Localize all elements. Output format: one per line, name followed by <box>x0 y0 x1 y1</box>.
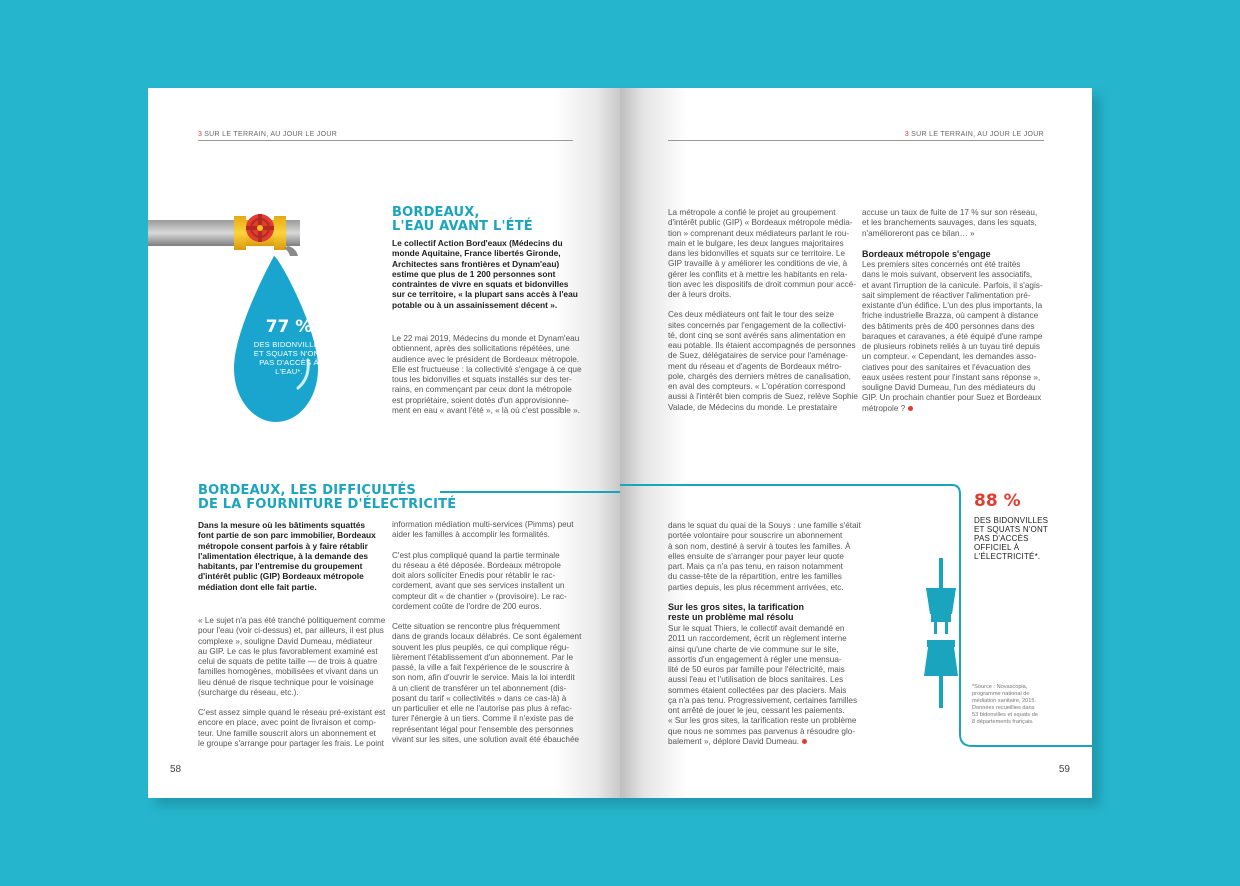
running-header-right: 3 SUR LE TERRAIN, AU JOUR LE JOUR <box>904 131 1044 138</box>
spout <box>284 246 298 256</box>
left-page <box>148 88 620 798</box>
electricity-column-3b: Sur le squat Thiers, le collectif avait demandé en 2011 un raccordement, écrit un règlement interne ainsi qu'une charte de vie commune sur le site, assortis d'un engagement à régler une mensua- lité de 50 euros par famille pour l'électricité, mais aussi l'eau et l'utilisation de blocs sanitaires. Les sommes étaient collectées par des placiers. Mais ça n'a pas tenu. Progressivement, certaines familles ont arrêté de jouer le jeu, cessant les paiements. « Sur les gros sites, la tarification reste un problème que nous ne sommes pas parvenus à résoudre glo- balement », déplore David Dumeau. <box>668 624 858 746</box>
connector-line-right <box>620 484 952 486</box>
page-number-left: 58 <box>170 764 182 775</box>
water-column-3: La métropole a confié le projet au groupement d'intérêt public (GIP) « Bordeaux métropole média- tion » comprenant deux médiateurs parlant le rou- main et le bulgare, les deux langues majoritaires dans les bidonvilles et squats sur ce territoire. Le GIP travaille à y améliorer les conditions de vie, à gérer les conflits et à mettre les habitants en rela- tion avec les dispositifs de droit commun pour accé- der à leurs droits. Ces deux médiateurs ont fait le tour des seize sites concernés par l'engagement de la collectivi- té, dont cinq se sont avérés sans alimentation en eau potable. Ils étaient accompagnés de personnes de Suez, délégataires de service pour l'aménage- ment du réseau et d'agents de Bordeaux métro- pole, chargés des derniers mètres de canalisation, en aval des compteurs. « L'opération correspond aussi à l'intérêt bien compris de Suez, relève Sophie Valade, de Médecins du monde. Le prestataire <box>668 208 858 412</box>
plug-socket-icon <box>916 558 966 708</box>
header-rule-right <box>668 140 1044 141</box>
faucet-drop-illustration <box>148 208 348 428</box>
pipe-collar-right <box>274 216 286 250</box>
end-mark-icon <box>802 739 807 744</box>
page-number-right: 59 <box>1058 764 1070 775</box>
water-stat-value: 77 % <box>265 317 313 337</box>
electricity-column-1: « Le sujet n'a pas été tranché politiquement comme pour l'eau (voir ci-dessus) et, par ailleurs, il est plus complexe », souligne David Dumeau, médiateur au GIP. Le cas le plus favorablement examiné est celui de squats de petite taille — de trois à quatre familles homogènes, mobilisées et vivant dans un lieu dénué de risque technique pour le voisinage (surcharge du réseau, etc.). C'est assez simple quand le réseau pré-existant est encore en place, avec point de livraison et comp- teur. Une famille souscrit alors un abonnement et le groupe s'arrange pour partager les frais. Le point <box>198 616 386 748</box>
end-mark-icon <box>908 406 913 411</box>
electricity-stat-value: 88 % <box>974 491 1021 511</box>
water-stat-caption: DES BIDONVILLES ET SQUATS N'ONT PAS D'ACCÈS À L'EAU*. <box>253 340 325 376</box>
right-page <box>620 88 1092 798</box>
electricity-article-title: BORDEAUX, LES DIFFICULTÉS DE LA FOURNITURE D'ÉLECTRICITÉ <box>198 483 457 512</box>
water-drop-icon <box>234 256 318 422</box>
electricity-subhead: Sur les gros sites, la tarification reste un problème mal résolu <box>668 602 805 622</box>
water-body-text: Le 22 mai 2019, Médecins du monde et Dynam'eau obtiennent, après des sollicitations répétées, une audience avec le président de Bordeaux métropole. Elle est fructueuse : la collectivité s'engage à ce que tous les bidonvilles et squats installés sur des ter- rains, en commençant par ceux dont la métropole est propriétaire, soient dotés d'un approvisionne- ment en eau « avant l'été », « là où c'est possible ». <box>392 334 582 415</box>
pipe-collar <box>234 216 246 250</box>
water-column-4-top: accuse un taux de fuite de 17 % sur son réseau, et les branchements sauvages, dans les squats, n'amélioreront pas ce bilan… » <box>862 208 1038 238</box>
electricity-column-2: information médiation multi-services (Pimms) peut aider les familles à accomplir les formalités. C'est plus compliqué quand la partie terminale du réseau a été déposée. Bordeaux métropole doit alors solliciter Enedis pour rétablir le rac- cordement, avant que ses services installent un compteur dit « de chantier » (provisoire). Le rac- cordement coûte de l'ordre de 200 euros. Cette situation se rencontre plus fréquemment dans de grands locaux délabrés. Ce sont également souvent les plus peuplés, ce qui complique régu- lièrement l'établissement d'un abonnement. Par le passé, la ville a fait l'expérience de le souscrire à son nom, afin d'ouvrir le service. Mais la loi interdit à un client de transférer un tel abonnement (dis- posant du tarif « collectivités » dans ce cas-là) à un particulier et elle ne l'autorise pas plus à refac- turer l'énergie à un tiers. Comme il n'existe pas de représentant légal pour l'ensemble des personnes vivant sur les sites, une solution avait été ébauchée <box>392 520 582 744</box>
running-header-left: 3 SUR LE TERRAIN, AU JOUR LE JOUR <box>198 131 338 138</box>
water-column-4: Les premiers sites concernés ont été traités dans le mois suivant, observent les associatifs, et avant l'irruption de la canicule. Parfois, il s'agis- sait simplement de réactiver l'alimentation pré- existante d'un édifice. L'un des plus importants, la friche industrielle Brazza, où campent à distance des bâtiments près de 400 personnes dans des baraques et caravanes, a été équipé d'une rampe de plusieurs robinets reliés à un tuyau tiré depuis un compteur. « Cependant, les demandes asso- ciatives pour des sanitaires et l'évacuation des eaux usées restent pour l'instant sans réponse », souligne David Dumeau, l'un des médiateurs du GIP. Un prochain chantier pour Suez et Bordeaux métropole ? <box>862 260 1043 413</box>
magazine-spread <box>148 88 1092 798</box>
pipe <box>148 220 234 246</box>
water-subhead: Bordeaux métropole s'engage <box>862 249 991 259</box>
water-article-title: BORDEAUX, L'EAU AVANT L'ÉTÉ <box>392 205 533 234</box>
connector-line-left <box>440 491 620 493</box>
water-lead: Le collectif Action Bord'eaux (Médecins du monde Aquitaine, France libertés Gironde, Architectes sans frontières et Dynam'eau) estime que plus de 1 200 personnes sont contraintes de vivre en squats et bidonvilles sur ce territoire, « la plupart sans accès à l'eau potable ou à un assainissement décent ». <box>392 238 578 310</box>
header-rule-left <box>198 140 573 141</box>
pipe-end <box>286 220 300 246</box>
electricity-lead: Dans la mesure où les bâtiments squattés font partie de son parc immobilier, Bordeaux métropole consent parfois à y faire rétablir l'alimentation électrique, à la demande des habitants, par l'entremise du groupement d'intérêt public (GIP) Bordeaux métropole médiation dont elle fait partie. <box>198 520 376 592</box>
source-note: *Source : Novascopia, programme national de médiation sanitaire, 2015. Données recueillies dans 53 bidonvilles et squats de 8 départements français. <box>972 684 1038 725</box>
electricity-column-3: dans le squat du quai de la Souys : une famille s'était portée volontaire pour souscrire un abonnement à son nom, destiné à servir à toutes les familles. À elles ensuite de s'arranger pour payer leur quote part. Mais ça n'a pas tenu, en raison notamment du casse-tête de la répartition, entre les familles parties depuis, les plus récemment arrivées, etc. <box>668 521 861 592</box>
electricity-stat-caption: DES BIDONVILLES ET SQUATS N'ONT PAS D'ACCÈS OFFICIEL À L'ÉLECTRICITÉ*. <box>974 516 1049 561</box>
connector-line-bottom <box>972 745 1092 747</box>
